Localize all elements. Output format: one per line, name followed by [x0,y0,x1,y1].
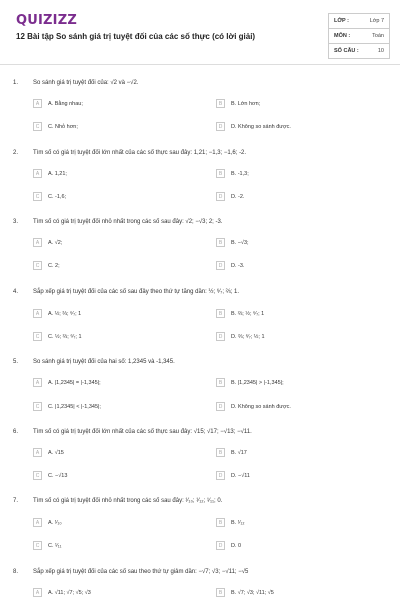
option-letter-box: A [33,309,42,318]
option-letter-box: B [216,169,225,178]
option-letter-box: D [216,541,225,550]
option-letter-box: D [216,471,225,480]
option-letter-box: D [216,332,225,341]
option-c[interactable] [33,261,193,271]
option-letter-box: B [216,518,225,527]
option-a[interactable] [33,238,193,248]
question-text: Tìm số có giá trị tuyệt đối lớn nhất của các số thực sau đây: 1,21; −1,3; −1,6; -2. [33,150,247,156]
option-letter-box: C [33,192,42,201]
option-a[interactable] [33,378,193,388]
meta-class [328,15,390,27]
option-text: D. ⅔; ⁶⁄₇; ½; 1 [231,333,265,340]
option-letter-box: B [216,378,225,387]
question-number: 7. [13,498,19,504]
question-number: 3. [13,219,19,225]
option-a[interactable] [33,518,193,528]
option-text: B. ⅔; ½; ⁶⁄₇; 1 [231,310,265,317]
option-text: B. √7; √3; √11; √5 [231,589,274,596]
question-text: Tìm số có giá trị tuyệt đối nhỏ nhất trong các số sau đây: √2; −√3; 2; -3. [33,219,223,225]
option-a[interactable] [33,169,193,179]
quizizz-logo: QUIZIZZ [16,13,77,28]
option-text: D. −√11 [231,472,250,479]
option-letter-box: B [216,309,225,318]
option-a[interactable] [33,309,193,319]
document-title: 12 Bài tập So sánh giá trị tuyệt đối của các số thực (có lời giải) [16,32,256,41]
option-text: D. 0 [231,542,242,549]
option-d[interactable] [216,122,376,132]
option-c[interactable] [33,402,193,412]
option-letter-box: B [216,588,225,597]
question-number: 2. [13,150,19,156]
option-b[interactable] [216,378,376,388]
document-header [0,0,400,62]
option-text: C. ¹⁄₁₁ [48,542,62,549]
option-letter-box: C [33,332,42,341]
question-number: 6. [13,429,19,435]
option-text: A. √2; [48,239,63,246]
option-letter-box: D [216,261,225,270]
option-letter-box: C [33,471,42,480]
option-letter-box: A [33,448,42,457]
option-text: A. |1,2345| = |-1,345|; [48,379,101,386]
meta-label: LỚP : [334,18,349,24]
header-divider [0,64,400,65]
option-letter-box: C [33,122,42,131]
option-b[interactable] [216,309,376,319]
option-text: C. 2; [48,262,60,269]
option-b[interactable] [216,99,376,109]
option-text: B. |1,2345| > |-1,345|; [231,379,284,386]
option-b[interactable] [216,169,376,179]
meta-label: MÔN : [334,33,351,39]
option-letter-box: A [33,588,42,597]
option-text: D. -2. [231,193,245,200]
meta-value: Toán [372,33,384,39]
question-number: 4. [13,289,19,295]
option-d[interactable] [216,261,376,271]
option-letter-box: B [216,238,225,247]
option-text: A. Bằng nhau; [48,100,83,107]
option-text: A. ½; ⅔; ⁶⁄₇; 1 [48,310,82,317]
question-text: So sánh giá trị tuyệt đối của: √2 và −√2. [33,80,139,86]
question-number: 5. [13,359,19,365]
option-a[interactable] [33,448,193,458]
option-b[interactable] [216,238,376,248]
meta-label: SỐ CÂU : [334,48,359,54]
option-a[interactable] [33,99,193,109]
option-letter-box: A [33,518,42,527]
option-letter-box: A [33,378,42,387]
option-b[interactable] [216,518,376,528]
meta-count [328,45,390,57]
option-text: C. Nhỏ hơn; [48,123,78,130]
option-text: D. Không so sánh được. [231,403,291,410]
option-text: D. -3. [231,262,245,269]
option-c[interactable] [33,192,193,202]
option-letter-box: A [33,169,42,178]
option-text: D. Không so sánh được. [231,123,291,130]
option-c[interactable] [33,541,193,551]
question-text: Sắp xếp giá trị tuyệt đối của các số sau đây theo thứ tự tăng dần: ½; ⁶⁄₇; ⅔; 1. [33,289,240,295]
option-text: B. ¹⁄₁₂ [231,519,245,526]
option-c[interactable] [33,471,193,481]
option-letter-box: B [216,448,225,457]
option-c[interactable] [33,332,193,342]
option-d[interactable] [216,402,376,412]
option-letter-box: D [216,192,225,201]
option-text: A. ¹⁄₁₀ [48,519,62,526]
option-d[interactable] [216,471,376,481]
meta-value: 10 [377,48,384,54]
option-b[interactable] [216,588,376,598]
option-text: B. √17 [231,449,247,456]
meta-value: Lớp 7 [369,18,384,24]
option-text: A. 1,21; [48,170,67,177]
option-text: B. Lớn hơn; [231,100,261,107]
option-letter-box: C [33,402,42,411]
option-text: C. -1,6; [48,193,67,200]
question-text: Tìm số có giá trị tuyệt đối nhỏ nhất trong các số sau đây: ¹⁄₁₀; ¹⁄₁₂; ¹⁄₁₁; 0. [33,498,223,504]
option-d[interactable] [216,332,376,342]
option-letter-box: A [33,99,42,108]
option-letter-box: B [216,99,225,108]
question-number: 8. [13,569,19,575]
question-text: Sắp xếp giá trị tuyệt đối của các số sau theo thứ tự giảm dần: −√7; √3; −√11; −√5 [33,569,249,575]
option-b[interactable] [216,448,376,458]
option-d[interactable] [216,192,376,202]
meta-subject [328,30,390,42]
option-letter-box: D [216,122,225,131]
option-d[interactable] [216,541,376,551]
option-text: C. |1,2345| < |-1,345|; [48,403,101,410]
option-text: C. −√13 [48,472,68,479]
option-text: B. −√3; [231,239,249,246]
option-letter-box: A [33,238,42,247]
question-text: Tìm số có giá trị tuyệt đối lớn nhất của các số thực sau đây: √15; √17; −√13; −√11. [33,429,252,435]
option-letter-box: D [216,402,225,411]
option-c[interactable] [33,122,193,132]
option-text: A. √11; √7; √5; √3 [48,589,91,596]
option-letter-box: C [33,261,42,270]
question-text: So sánh giá trị tuyệt đối của hai số: 1,2345 và -1,345. [33,359,175,365]
option-text: A. √15 [48,449,64,456]
question-number: 1. [13,80,19,86]
option-text: C. ½; ⅔; ⁶⁄₇; 1 [48,333,82,340]
option-letter-box: C [33,541,42,550]
option-a[interactable] [33,588,193,598]
option-text: B. -1,3; [231,170,249,177]
